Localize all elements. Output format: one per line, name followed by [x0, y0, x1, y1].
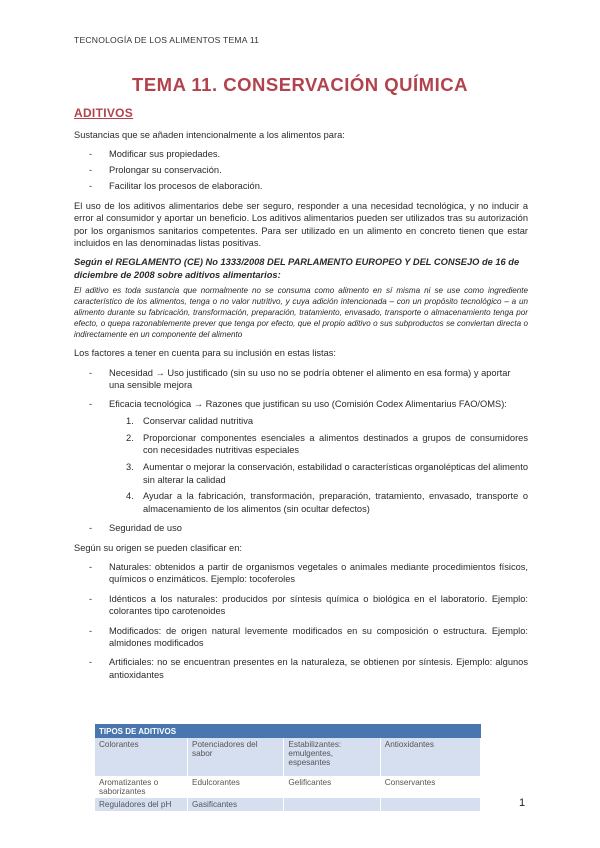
usage-paragraph: El uso de los aditivos alimentarios debe ser seguro, responder a una necesidad tecnológica, y no inducir a error al consumidor y aportar un beneficio. Los aditivos alimentarios pueden ser utilizados tras su autorización por los organismos sanitarios competentes. Para ser utilizado en un alimento en concreto tienen que estar incluidos en las denominadas listas positivas.: [74, 200, 528, 249]
origins-list: [74, 561, 528, 681]
item-number: 4.: [126, 491, 134, 502]
origin-intro: Según su origen se pueden clasificar en:: [74, 542, 242, 553]
table-cell: Conservantes: [380, 776, 480, 798]
table-cell: Potenciadores del sabor: [188, 738, 284, 776]
table-cell: [380, 798, 480, 811]
list-item: - Modificados: de origen natural levemente modificados en su composición o estructura. Ejemplo: almidones modificados: [74, 625, 528, 650]
factors-list: [74, 367, 528, 535]
section-heading: ADITIVOS: [74, 106, 134, 120]
list-item: - Naturales: obtenidos a partir de organismos vegetales o animales mediante procedimientos físicos, químicos o enzimáticos. Ejemplo: tocoferoles: [74, 561, 528, 586]
running-header: TECNOLOGÍA DE LOS ALIMENTOS TEMA 11: [74, 35, 260, 45]
list-item: [74, 367, 528, 392]
factors-intro: Los factores a tener en cuenta para su inclusión en estas listas:: [74, 348, 337, 359]
factor-eficacia: Eficacia tecnológica → Razones que justifican su uso (Comisión Codex Alimentarius FAO/OMS):: [109, 399, 507, 410]
list-item: [74, 522, 528, 534]
list-item: - Idénticos a los naturales: producidos por síntesis química o biológica en el laboratorio. Ejemplo: colorantes tipo carotenoides: [74, 593, 528, 618]
item-text: Aumentar o mejorar la conservación, estabilidad o características organolépticas del alimento sin alterar la calidad: [143, 462, 528, 485]
table-row: [95, 798, 481, 811]
purposes-list: [74, 148, 528, 192]
list-item: - Modificar sus propiedades.: [74, 148, 528, 160]
table-cell: Aromatizantes o saborizantes: [95, 776, 188, 798]
reasons-list: [126, 415, 528, 515]
table-cell: Colorantes: [95, 738, 188, 776]
table-row: [95, 738, 481, 776]
list-item: [126, 490, 528, 515]
table-row: [95, 776, 481, 798]
page-number: 1: [519, 797, 526, 809]
table-cell: [284, 798, 380, 811]
list-item: - Prolongar su conservación.: [74, 164, 528, 176]
table-cell: Edulcorantes: [188, 776, 284, 798]
factor-necesidad: Necesidad → Uso justificado (sin su uso no se podría obtener el alimento en esa forma) y aportar una sensible mejora: [109, 367, 511, 391]
item-number: 1.: [126, 415, 134, 426]
item-number: 3.: [126, 462, 134, 473]
list-item: [126, 461, 528, 486]
regulation-heading: Según el REGLAMENTO (CE) No 1333/2008 DEL PARLAMENTO EUROPEO Y DEL CONSEJO de 16 de diciembre de 2008 sobre aditivos alimentarios:: [74, 257, 520, 280]
item-text: Ayudar a la fabricación, transformación, preparación, tratamiento, envasado, transporte o almacenamiento de los alimentos (sin ocultar defectos): [143, 491, 528, 514]
item-text: Proporcionar componentes esenciales a alimentos destinados a grupos de consumidores con necesidades nutritivas especiales: [143, 432, 528, 456]
table-cell: Reguladores del pH: [95, 798, 188, 811]
list-item: [74, 398, 528, 515]
table-cell: Gelificantes: [284, 776, 380, 798]
table-cell: Estabilizantes: emulgentes, espesantes: [284, 738, 380, 776]
body-content: [74, 129, 528, 688]
table-cell: Antioxidantes: [380, 738, 480, 776]
item-text: Conservar calidad nutritiva: [143, 415, 254, 426]
table-header: TIPOS DE ADITIVOS: [95, 724, 481, 738]
table-cell: Gasificantes: [188, 798, 284, 811]
list-item: - Facilitar los procesos de elaboración.: [74, 180, 528, 192]
list-item: - Artificiales: no se encuentran presentes en la naturaleza, se obtienen por síntesis. Ejemplo: algunos antioxidantes: [74, 656, 528, 681]
additive-types-table-wrapper: [95, 724, 481, 811]
additive-types-table: [95, 724, 481, 811]
list-item: [126, 415, 528, 427]
item-number: 2.: [126, 432, 134, 443]
list-item: [126, 432, 528, 457]
factor-seguridad: Seguridad de uso: [109, 523, 182, 534]
intro-paragraph: Sustancias que se añaden intencionalmente a los alimentos para:: [74, 130, 345, 140]
page-title: TEMA 11. CONSERVACIÓN QUÍMICA: [132, 74, 468, 95]
definition-paragraph: El aditivo es toda sustancia que normalmente no se consuma como alimento en sí misma ni se use como ingrediente característico de los alimentos, tenga o no valor nutritivo, y cuya adición intencionada – con un propósito tecnológico – a un alimento durante su fabricación, transformación, preparación, tratamiento, envasado, transporte o almacenamiento tenga por efecto, o quepa razonablemente prever que tenga por efecto, que el propio aditivo o sus subproductos se conviertan directa o indirectamente en un componente del alimento: [74, 286, 528, 340]
